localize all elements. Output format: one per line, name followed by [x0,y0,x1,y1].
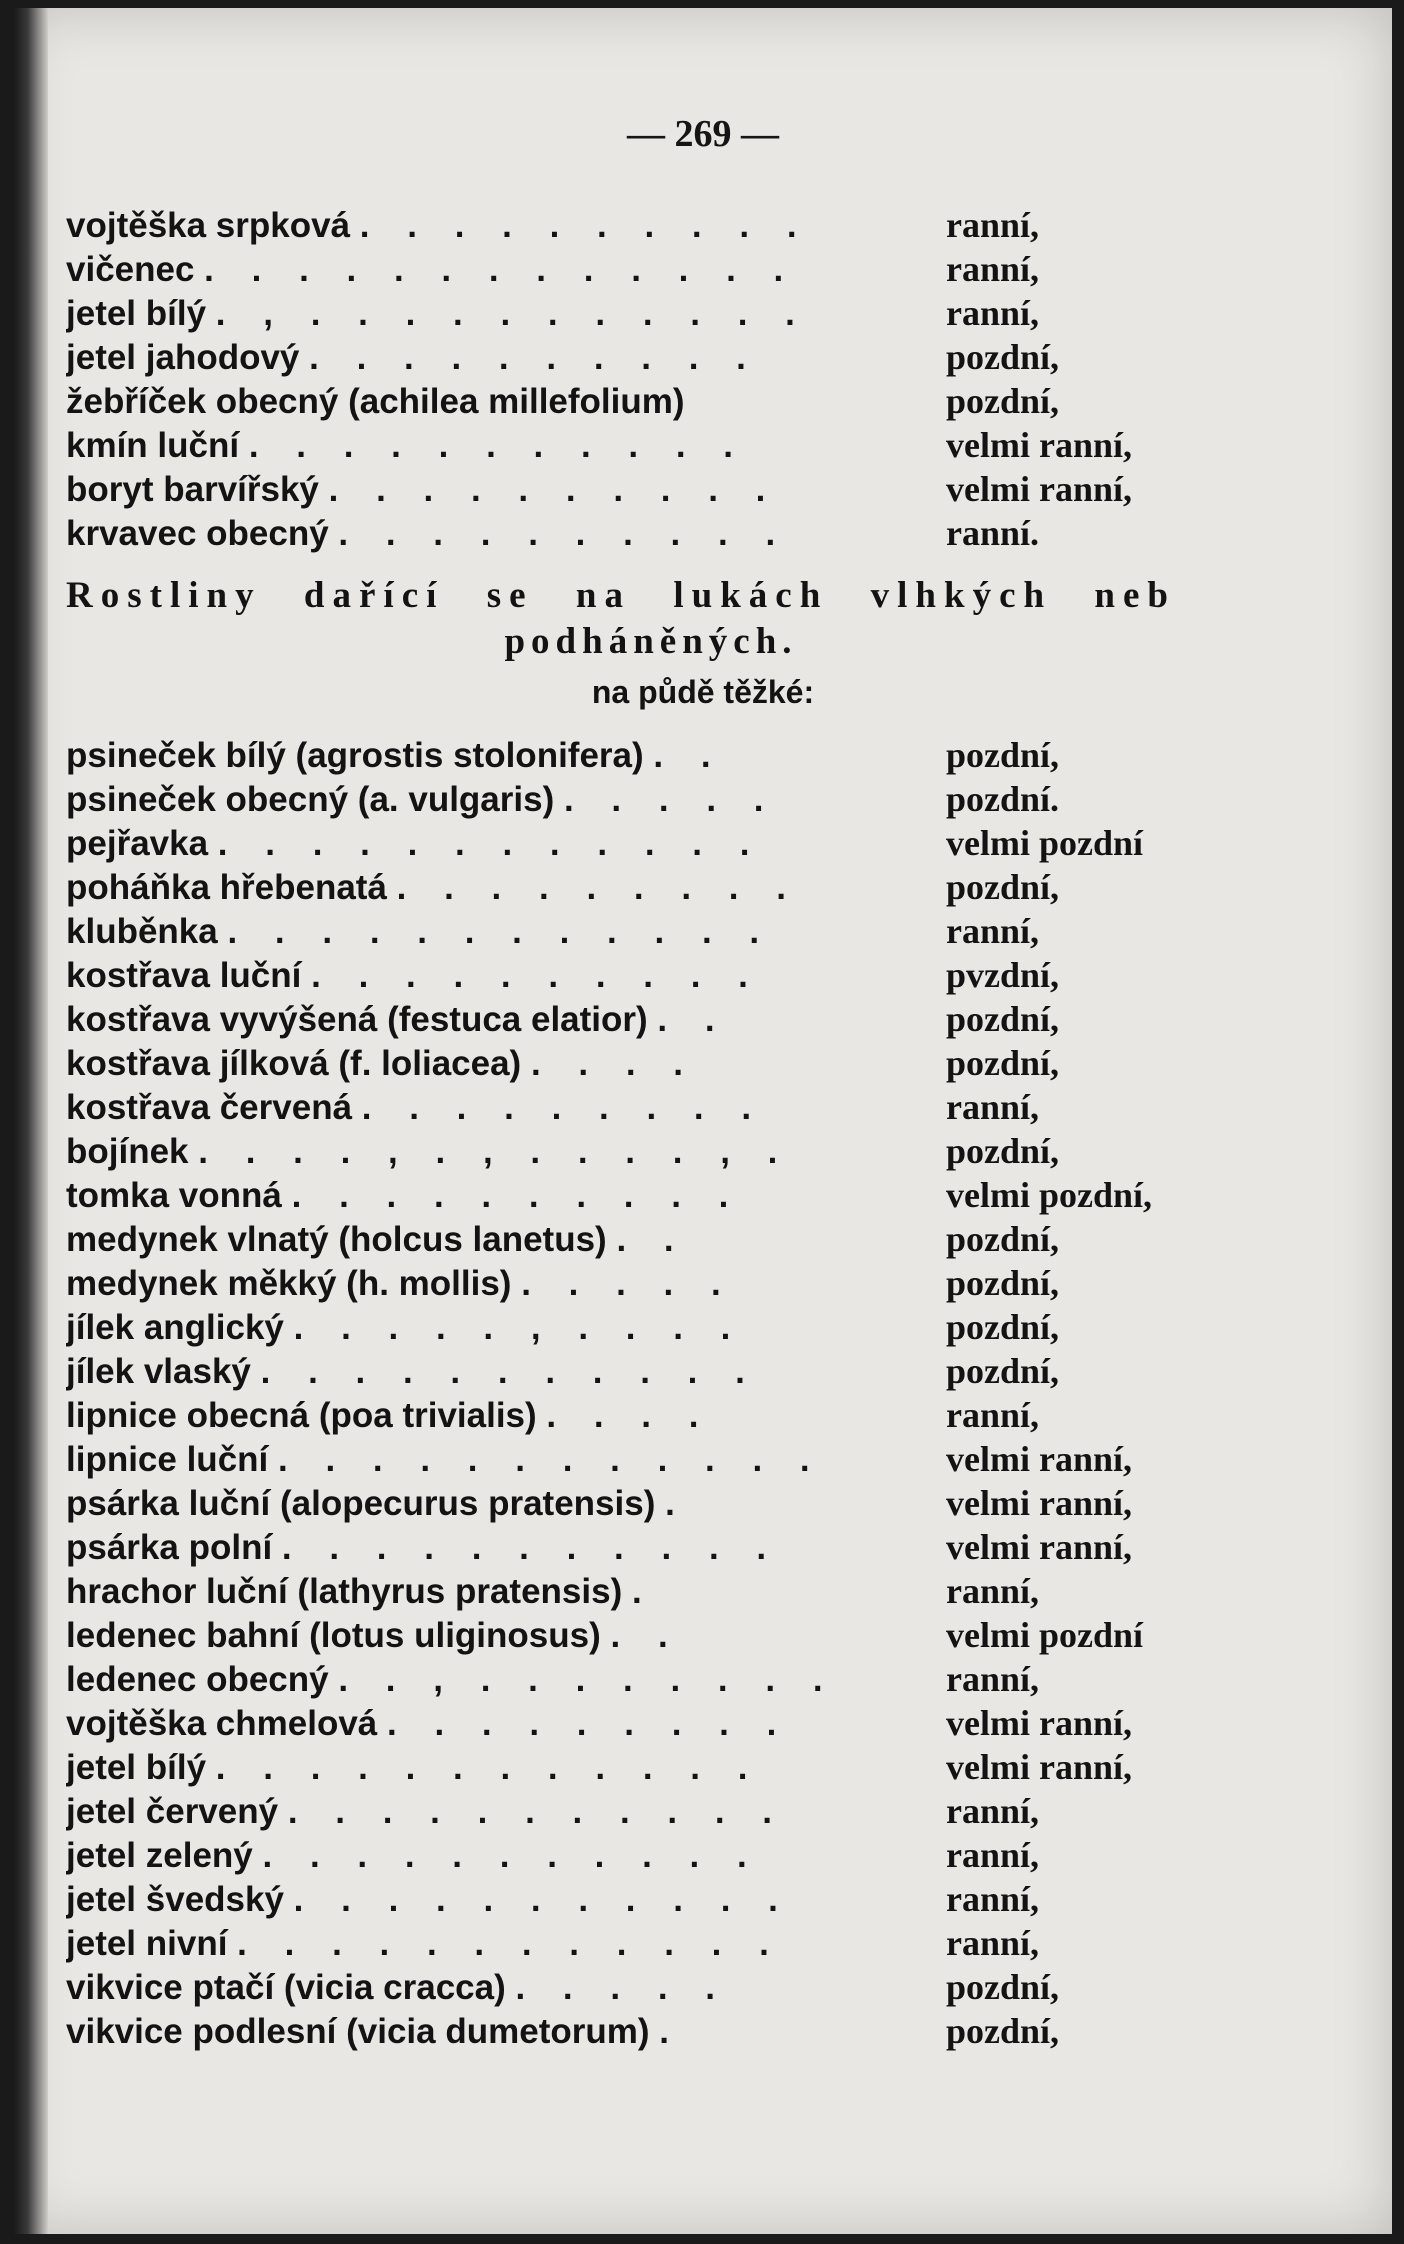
ripening-time: ranní, [946,1571,1040,1611]
list-item [66,734,1176,778]
plant-name [66,1704,928,1744]
plant-name-text: psineček bílý (agrostis stolonifera) [66,736,644,775]
plant-name-text: jetel červený [66,1792,279,1831]
leader-dots: . . . . . . . . . . . . [278,1440,824,1479]
section-heading-line1: Rostliny dařící se na lukách vlhkých neb [66,575,1176,616]
leader-dots: . . . . . . . . . [387,1704,791,1743]
list-item [66,1614,1176,1658]
plant-name [66,294,928,334]
leader-dots: . . . . . . . . . . . . . [204,250,798,289]
leader-dots: . . . . . . . . . . . [260,1352,759,1391]
plant-name-text: medynek měkký (h. mollis) [66,1264,512,1303]
list-item [66,910,1176,954]
leader-dots: . [659,2012,683,2051]
list-item [66,1438,1176,1482]
leader-dots: . [665,1484,689,1523]
list-item [66,1966,1176,2010]
ripening-time: velmi ranní, [946,425,1132,465]
list-item [66,1570,1176,1614]
leader-dots: . . . . . . . . . . [311,956,762,995]
plant-name-text: jetel bílý [66,1748,207,1787]
plant-name-text: boryt barvířský [66,470,319,509]
plant-name [66,1352,928,1392]
plant-name-text: kluběnka [66,912,218,951]
leader-dots: . . . . . . . . . . . [281,1528,781,1567]
list-item [66,1790,1176,1834]
ripening-time: velmi ranní, [946,1703,1132,1743]
plant-name-text: jílek vlaský [66,1352,251,1391]
list-item [66,292,1176,336]
plant-name-text: kostřava vyvýšená (festuca elatior) [66,1000,648,1039]
plant-list-wet-meadow [66,734,1176,2054]
ripening-time: pozdní, [946,999,1060,1039]
plant-name [66,1660,928,1700]
leader-dots: . . [616,1220,688,1259]
plant-name-text: vikvice podlesní (vicia dumetorum) [66,2012,650,2051]
list-item [66,1878,1176,1922]
section-heading [66,574,1176,666]
ripening-time: velmi ranní, [946,1439,1132,1479]
plant-name-text: vojtěška srpková [66,206,351,245]
plant-name-text: jetel švedský [66,1880,284,1919]
ripening-time: ranní. [946,513,1040,553]
plant-name-text: jetel jahodový [66,338,300,377]
plant-name [66,780,928,820]
leader-dots: . . . . , . , . . . . , . [198,1132,792,1171]
ripening-time: velmi ranní, [946,1527,1132,1567]
list-item [66,248,1176,292]
list-item [66,1526,1176,1570]
leader-dots: . . . . . . . . . . . . [217,824,764,863]
plant-name-text: kostřava jílková (f. loliacea) [66,1044,522,1083]
ripening-time: pozdní, [946,735,1060,775]
plant-name [66,1220,928,1260]
plant-name-text: kostřava červená [66,1088,353,1127]
plant-name [66,1968,928,2008]
plant-name [66,426,928,466]
ripening-time: pozdní, [946,2011,1060,2051]
list-item [66,204,1176,248]
plant-name [66,514,928,554]
list-item [66,2010,1176,2054]
page-number: — 269 — [627,113,779,155]
ripening-time: ranní, [946,1659,1040,1699]
leader-dots: . , . . . . . . . . . . . [215,294,809,333]
ripening-time: velmi ranní, [946,1483,1132,1523]
leader-dots: . . , . . . . . . . . [338,1660,837,1699]
list-item [66,1834,1176,1878]
plant-name-text: tomka vonná [66,1176,282,1215]
leader-dots: . . . . . . . . . . . . [237,1924,783,1963]
leader-dots: . . . . . . . . . [396,868,800,907]
plant-name [66,1044,928,1084]
ripening-time: pozdní, [946,1131,1060,1171]
plant-name [66,1176,928,1216]
leader-dots: . . . . . . . . . . [328,470,780,509]
plant-name-text: žebříček obecný (achilea millefolium) [66,382,685,421]
plant-name-text: vojtěška chmelová [66,1704,378,1743]
list-item [66,1130,1176,1174]
plant-name-text: hrachor luční (lathyrus pratensis) [66,1572,623,1611]
plant-name [66,1880,928,1920]
list-item [66,1482,1176,1526]
plant-name [66,1396,928,1436]
ripening-time: pozdní, [946,1351,1060,1391]
leader-dots: . . . . . [515,1968,730,2007]
leader-dots: . [631,1572,656,1611]
ripening-time: ranní, [946,293,1040,333]
plant-name-text: jetel bílý [66,294,207,333]
plant-name [66,1088,928,1128]
ripening-time: ranní, [946,249,1040,289]
list-item [66,866,1176,910]
ripening-time: ranní, [946,1087,1040,1127]
plant-name-text: lipnice luční [66,1440,269,1479]
list-item [66,1306,1176,1350]
list-item [66,1174,1176,1218]
leader-dots: . . . . . . . . . . . [287,1792,787,1831]
plant-name-text: jetel nivní [66,1924,228,1963]
ripening-time: velmi ranní, [946,1747,1132,1787]
page-spine-shadow [14,8,48,2234]
plant-name [66,956,928,996]
ripening-time: ranní, [946,1879,1040,1919]
plant-name-text: psárka luční (alopecurus pratensis) [66,1484,656,1523]
plant-name [66,1616,928,1656]
plant-name [66,1308,928,1348]
plant-name-text: pejřavka [66,824,209,863]
plant-name [66,736,928,776]
ripening-time: pozdní. [946,779,1060,819]
list-item [66,1350,1176,1394]
leader-dots: . . . . . , . . . . [293,1308,745,1347]
plant-name [66,2012,928,2052]
plant-name [66,206,928,246]
ripening-time: pvzdní, [946,955,1060,995]
plant-name-text: lipnice obecná (poa trivialis) [66,1396,537,1435]
plant-name [66,1792,928,1832]
plant-name-text: kmín luční [66,426,240,465]
plant-name [66,1000,928,1040]
ripening-time: pozdní, [946,1263,1060,1303]
leader-dots: . . . . . [563,780,778,819]
leader-dots: . . . . . . . . . . [359,206,811,245]
list-item [66,1702,1176,1746]
leader-dots: . . . . . . . . . . . . [227,912,774,951]
plant-name [66,1924,928,1964]
list-item [66,468,1176,512]
leader-dots: . . . . [546,1396,713,1435]
plant-name-text: medynek vlnatý (holcus lanetus) [66,1220,607,1259]
plant-name [66,250,928,290]
ripening-time: pozdní, [946,381,1060,421]
ripening-time: velmi ranní, [946,469,1132,509]
list-item [66,998,1176,1042]
plant-name-text: bojínek [66,1132,189,1171]
plant-name [66,470,928,510]
leader-dots: . . . . . . . . . . [291,1176,743,1215]
plant-name-text: krvavec obecný [66,514,329,553]
ripening-time: ranní, [946,1791,1040,1831]
ripening-time: velmi pozdní [946,823,1144,863]
plant-name-text: vičenec [66,250,195,289]
plant-name [66,1132,928,1172]
ripening-time: ranní, [946,1835,1040,1875]
ripening-time: ranní, [946,1923,1040,1963]
list-item [66,1042,1176,1086]
list-item [66,1394,1176,1438]
plant-name [66,868,928,908]
ripening-time: pozdní, [946,867,1060,907]
list-item [66,1262,1176,1306]
list-item [66,1086,1176,1130]
list-item [66,1218,1176,1262]
leader-dots: . . [653,736,725,775]
ripening-time: ranní, [946,1395,1040,1435]
list-item [66,778,1176,822]
leader-dots: . . . . . . . . . . . [248,426,748,465]
plant-name [66,1440,928,1480]
plant-name-text: psineček obecný (a. vulgaris) [66,780,555,819]
list-item [66,822,1176,866]
plant-name-text: vikvice ptačí (vicia cracca) [66,1968,506,2007]
plant-name [66,1748,928,1788]
ripening-time: pozdní, [946,1043,1060,1083]
plant-name [66,338,928,378]
leader-dots: . . . . . . . . . . [338,514,790,553]
plant-name-text: jetel zelený [66,1836,253,1875]
plant-name [66,1528,928,1568]
ripening-time: velmi pozdní [946,1615,1144,1655]
list-item [66,424,1176,468]
plant-name-text: psárka polní [66,1528,273,1567]
list-item [66,380,1176,424]
leader-dots: . . . . . . . . . [361,1088,766,1127]
list-item [66,1746,1176,1790]
plant-name-text: poháňka hřebenatá [66,868,387,907]
ripening-time: ranní, [946,911,1040,951]
plant-name [66,1572,928,1612]
ripening-time: ranní, [946,205,1040,245]
list-item [66,512,1176,556]
plant-name-text: ledenec bahní (lotus uliginosus) [66,1616,601,1655]
plant-name [66,1484,928,1524]
list-item [66,954,1176,998]
section-heading-line2: podháněných. [504,621,798,662]
ripening-time: pozdní, [946,1307,1060,1347]
ripening-time: velmi pozdní, [946,1175,1153,1215]
plant-name-text: jílek anglický [66,1308,284,1347]
leader-dots: . . . . . . . . . . . [262,1836,761,1875]
leader-dots: . . [657,1000,729,1039]
book-page [14,8,1392,2234]
plant-name [66,382,928,422]
list-item [66,336,1176,380]
ripening-time: pozdní, [946,1219,1060,1259]
plant-name [66,1836,928,1876]
plant-name-text: ledenec obecný [66,1660,329,1699]
plant-name [66,912,928,952]
list-item [66,1922,1176,1966]
leader-dots: . . [610,1616,682,1655]
plant-name [66,1264,928,1304]
ripening-time: pozdní, [946,1967,1060,2007]
plant-name-text: kostřava luční [66,956,302,995]
leader-dots: . . . . . . . . . . . . [215,1748,762,1787]
plant-list-early [66,204,1176,556]
leader-dots: . . . . . . . . . . [309,338,760,377]
soil-subheading: na půdě těžké: [591,674,815,710]
ripening-time: pozdní, [946,337,1060,377]
leader-dots: . . . . [530,1044,698,1083]
list-item [66,1658,1176,1702]
leader-dots: . . . . . [521,1264,735,1303]
leader-dots: . . . . . . . . . . . [293,1880,792,1919]
plant-name [66,824,928,864]
